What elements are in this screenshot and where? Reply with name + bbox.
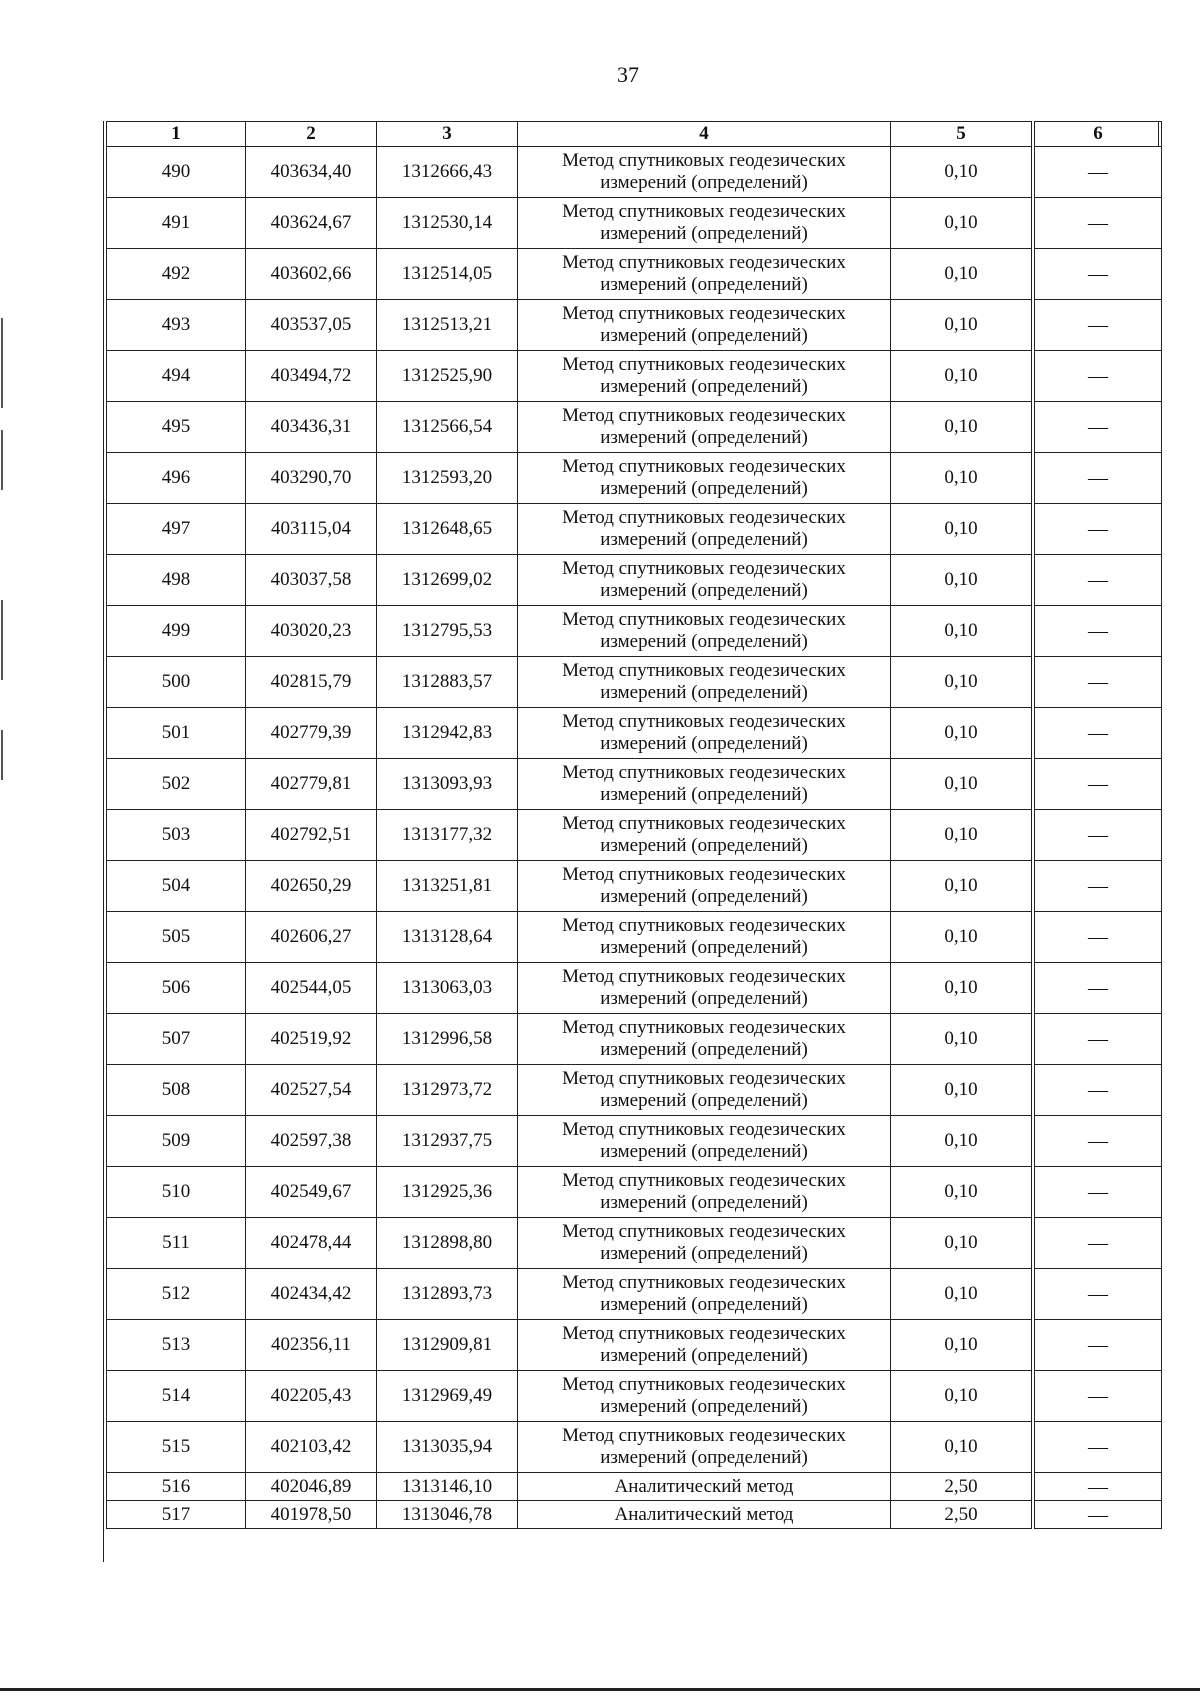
x-coordinate-cell: 402103,42 bbox=[246, 1422, 377, 1473]
point-number-cell: 498 bbox=[107, 555, 246, 606]
method-line-1: Метод спутниковых геодезических bbox=[562, 966, 846, 987]
point-number-cell: 490 bbox=[107, 147, 246, 198]
method-line-2: измерений (определений) bbox=[600, 223, 808, 244]
x-coordinate-cell: 403602,66 bbox=[246, 249, 377, 300]
y-coordinate-cell: 1312942,83 bbox=[377, 708, 518, 759]
accuracy-cell: 0,10 bbox=[891, 759, 1034, 810]
point-number-cell: 509 bbox=[107, 1116, 246, 1167]
x-coordinate-cell: 403115,04 bbox=[246, 504, 377, 555]
method-line-2: измерений (определений) bbox=[600, 937, 808, 958]
table-row bbox=[107, 861, 1162, 912]
method-cell bbox=[518, 402, 891, 453]
method-cell bbox=[518, 504, 891, 555]
accuracy-cell: 0,10 bbox=[891, 249, 1034, 300]
method-line-1: Метод спутниковых геодезических bbox=[562, 915, 846, 936]
method-line-1: Метод спутниковых геодезических bbox=[562, 1425, 846, 1446]
description-cell: — bbox=[1033, 759, 1162, 810]
method-cell bbox=[518, 708, 891, 759]
scan-edge-mark bbox=[1, 600, 3, 680]
method-line-2: измерений (определений) bbox=[600, 172, 808, 193]
y-coordinate-cell: 1313063,03 bbox=[377, 963, 518, 1014]
method-line-1: Метод спутниковых геодезических bbox=[562, 1374, 846, 1395]
method-line-2: измерений (определений) bbox=[600, 733, 808, 754]
method-line-2: измерений (определений) bbox=[600, 529, 808, 550]
method-cell bbox=[518, 1422, 891, 1473]
y-coordinate-cell: 1312514,05 bbox=[377, 249, 518, 300]
method-line-2: измерений (определений) bbox=[600, 988, 808, 1009]
method-line-1: Метод спутниковых геодезических bbox=[562, 660, 846, 681]
accuracy-cell: 0,10 bbox=[891, 1320, 1034, 1371]
x-coordinate-cell: 402434,42 bbox=[246, 1269, 377, 1320]
accuracy-cell: 0,10 bbox=[891, 1218, 1034, 1269]
description-cell: — bbox=[1033, 1218, 1162, 1269]
x-coordinate-cell: 402779,81 bbox=[246, 759, 377, 810]
y-coordinate-cell: 1312699,02 bbox=[377, 555, 518, 606]
method-line-2: измерений (определений) bbox=[600, 835, 808, 856]
x-coordinate-cell: 403436,31 bbox=[246, 402, 377, 453]
point-number-cell: 505 bbox=[107, 912, 246, 963]
accuracy-cell: 0,10 bbox=[891, 300, 1034, 351]
point-number-cell: 507 bbox=[107, 1014, 246, 1065]
x-coordinate-cell: 402356,11 bbox=[246, 1320, 377, 1371]
accuracy-cell: 0,10 bbox=[891, 708, 1034, 759]
table-row bbox=[107, 963, 1162, 1014]
accuracy-cell: 0,10 bbox=[891, 861, 1034, 912]
accuracy-cell: 0,10 bbox=[891, 1065, 1034, 1116]
x-coordinate-cell: 403020,23 bbox=[246, 606, 377, 657]
method-line-1: Метод спутниковых геодезических bbox=[562, 558, 846, 579]
method-line-2: измерений (определений) bbox=[600, 1039, 808, 1060]
method-cell bbox=[518, 300, 891, 351]
x-coordinate-cell: 402792,51 bbox=[246, 810, 377, 861]
point-number-cell: 508 bbox=[107, 1065, 246, 1116]
x-coordinate-cell: 403624,67 bbox=[246, 198, 377, 249]
table-row bbox=[107, 147, 1162, 198]
page-bottom-rule bbox=[0, 1688, 1200, 1691]
y-coordinate-cell: 1312525,90 bbox=[377, 351, 518, 402]
table-row bbox=[107, 1371, 1162, 1422]
y-coordinate-cell: 1312666,43 bbox=[377, 147, 518, 198]
table-row bbox=[107, 1065, 1162, 1116]
accuracy-cell: 0,10 bbox=[891, 1116, 1034, 1167]
table-row bbox=[107, 657, 1162, 708]
accuracy-cell: 0,10 bbox=[891, 1269, 1034, 1320]
description-cell: — bbox=[1033, 657, 1162, 708]
description-cell: — bbox=[1033, 606, 1162, 657]
table-row bbox=[107, 1116, 1162, 1167]
table-header-row bbox=[107, 122, 1162, 147]
method-cell bbox=[518, 198, 891, 249]
description-cell: — bbox=[1033, 1422, 1162, 1473]
point-number-cell: 504 bbox=[107, 861, 246, 912]
y-coordinate-cell: 1312937,75 bbox=[377, 1116, 518, 1167]
table-row bbox=[107, 249, 1162, 300]
x-coordinate-cell: 403037,58 bbox=[246, 555, 377, 606]
accuracy-cell: 0,10 bbox=[891, 147, 1034, 198]
accuracy-cell: 0,10 bbox=[891, 198, 1034, 249]
point-number-cell: 514 bbox=[107, 1371, 246, 1422]
accuracy-cell: 0,10 bbox=[891, 453, 1034, 504]
method-line-2: измерений (определений) bbox=[600, 1243, 808, 1264]
column-header-3: 3 bbox=[377, 122, 518, 147]
point-number-cell: 515 bbox=[107, 1422, 246, 1473]
method-line-1: Метод спутниковых геодезических bbox=[562, 1017, 846, 1038]
table-row bbox=[107, 1014, 1162, 1065]
description-cell: — bbox=[1033, 504, 1162, 555]
point-number-cell: 491 bbox=[107, 198, 246, 249]
table-row bbox=[107, 504, 1162, 555]
description-cell: — bbox=[1033, 555, 1162, 606]
y-coordinate-cell: 1313146,10 bbox=[377, 1473, 518, 1501]
description-cell: — bbox=[1033, 1116, 1162, 1167]
table-row bbox=[107, 1422, 1162, 1473]
method-line-2: измерений (определений) bbox=[600, 682, 808, 703]
y-coordinate-cell: 1313177,32 bbox=[377, 810, 518, 861]
accuracy-cell: 0,10 bbox=[891, 912, 1034, 963]
accuracy-cell: 0,10 bbox=[891, 657, 1034, 708]
method-line-2: измерений (определений) bbox=[600, 1141, 808, 1162]
method-cell bbox=[518, 1269, 891, 1320]
x-coordinate-cell: 403494,72 bbox=[246, 351, 377, 402]
accuracy-cell: 0,10 bbox=[891, 606, 1034, 657]
column-header-1: 1 bbox=[107, 122, 246, 147]
table-row bbox=[107, 1473, 1162, 1501]
column-header-5: 5 bbox=[891, 122, 1034, 147]
table-row bbox=[107, 1167, 1162, 1218]
point-number-cell: 495 bbox=[107, 402, 246, 453]
method-cell bbox=[518, 1014, 891, 1065]
table-row bbox=[107, 300, 1162, 351]
x-coordinate-cell: 402527,54 bbox=[246, 1065, 377, 1116]
method-line-1: Метод спутниковых геодезических bbox=[562, 1221, 846, 1242]
method-cell bbox=[518, 912, 891, 963]
method-line-1: Метод спутниковых геодезических bbox=[562, 762, 846, 783]
method-line-1: Метод спутниковых геодезических bbox=[562, 150, 846, 171]
accuracy-cell: 0,10 bbox=[891, 963, 1034, 1014]
description-cell: — bbox=[1033, 810, 1162, 861]
x-coordinate-cell: 402606,27 bbox=[246, 912, 377, 963]
x-coordinate-cell: 402519,92 bbox=[246, 1014, 377, 1065]
y-coordinate-cell: 1312973,72 bbox=[377, 1065, 518, 1116]
method-cell bbox=[518, 1065, 891, 1116]
description-cell: — bbox=[1033, 912, 1162, 963]
method-line-1: Метод спутниковых геодезических bbox=[562, 252, 846, 273]
y-coordinate-cell: 1312530,14 bbox=[377, 198, 518, 249]
table-left-border-line bbox=[103, 121, 104, 1562]
method-cell bbox=[518, 1167, 891, 1218]
accuracy-cell: 0,10 bbox=[891, 1167, 1034, 1218]
table-row bbox=[107, 708, 1162, 759]
method-cell bbox=[518, 861, 891, 912]
y-coordinate-cell: 1313128,64 bbox=[377, 912, 518, 963]
method-line-1: Метод спутниковых геодезических bbox=[562, 1170, 846, 1191]
accuracy-cell: 2,50 bbox=[891, 1473, 1034, 1501]
method-cell bbox=[518, 759, 891, 810]
description-cell: — bbox=[1033, 1371, 1162, 1422]
accuracy-cell: 0,10 bbox=[891, 504, 1034, 555]
point-number-cell: 503 bbox=[107, 810, 246, 861]
method-cell bbox=[518, 1320, 891, 1371]
method-line-2: измерений (определений) bbox=[600, 886, 808, 907]
y-coordinate-cell: 1313046,78 bbox=[377, 1501, 518, 1529]
method-line-1: Метод спутниковых геодезических bbox=[562, 813, 846, 834]
point-number-cell: 512 bbox=[107, 1269, 246, 1320]
point-number-cell: 493 bbox=[107, 300, 246, 351]
description-cell: — bbox=[1033, 249, 1162, 300]
method-line-1: Аналитический метод bbox=[614, 1475, 794, 1497]
y-coordinate-cell: 1312648,65 bbox=[377, 504, 518, 555]
table-row bbox=[107, 402, 1162, 453]
method-line-1: Метод спутниковых геодезических bbox=[562, 864, 846, 885]
point-number-cell: 502 bbox=[107, 759, 246, 810]
method-line-1: Метод спутниковых геодезических bbox=[562, 303, 846, 324]
method-line-2: измерений (определений) bbox=[600, 1192, 808, 1213]
x-coordinate-cell: 403290,70 bbox=[246, 453, 377, 504]
y-coordinate-cell: 1312909,81 bbox=[377, 1320, 518, 1371]
point-number-cell: 513 bbox=[107, 1320, 246, 1371]
method-cell bbox=[518, 249, 891, 300]
description-cell: — bbox=[1033, 861, 1162, 912]
column-header-2: 2 bbox=[246, 122, 377, 147]
y-coordinate-cell: 1313093,93 bbox=[377, 759, 518, 810]
method-line-2: измерений (определений) bbox=[600, 1345, 808, 1366]
x-coordinate-cell: 402815,79 bbox=[246, 657, 377, 708]
x-coordinate-cell: 402779,39 bbox=[246, 708, 377, 759]
description-cell: — bbox=[1033, 708, 1162, 759]
method-cell bbox=[518, 1473, 891, 1501]
method-line-2: измерений (определений) bbox=[600, 478, 808, 499]
point-number-cell: 497 bbox=[107, 504, 246, 555]
scan-edge-mark bbox=[1, 318, 3, 408]
description-cell: — bbox=[1033, 351, 1162, 402]
y-coordinate-cell: 1312893,73 bbox=[377, 1269, 518, 1320]
x-coordinate-cell: 402597,38 bbox=[246, 1116, 377, 1167]
description-cell: — bbox=[1033, 147, 1162, 198]
table-row bbox=[107, 555, 1162, 606]
x-coordinate-cell: 403537,05 bbox=[246, 300, 377, 351]
method-line-1: Метод спутниковых геодезических bbox=[562, 354, 846, 375]
method-line-1: Метод спутниковых геодезических bbox=[562, 201, 846, 222]
method-line-2: измерений (определений) bbox=[600, 784, 808, 805]
method-line-1: Метод спутниковых геодезических bbox=[562, 507, 846, 528]
x-coordinate-cell: 402046,89 bbox=[246, 1473, 377, 1501]
method-cell bbox=[518, 810, 891, 861]
y-coordinate-cell: 1313035,94 bbox=[377, 1422, 518, 1473]
accuracy-cell: 0,10 bbox=[891, 1371, 1034, 1422]
method-line-1: Аналитический метод bbox=[614, 1503, 794, 1525]
table-row bbox=[107, 1269, 1162, 1320]
y-coordinate-cell: 1312513,21 bbox=[377, 300, 518, 351]
method-line-2: измерений (определений) bbox=[600, 1294, 808, 1315]
point-number-cell: 517 bbox=[107, 1501, 246, 1529]
point-number-cell: 506 bbox=[107, 963, 246, 1014]
column-header-6: 6 bbox=[1033, 122, 1162, 147]
column-header-4: 4 bbox=[518, 122, 891, 147]
y-coordinate-cell: 1312925,36 bbox=[377, 1167, 518, 1218]
description-cell: — bbox=[1033, 1065, 1162, 1116]
y-coordinate-cell: 1312898,80 bbox=[377, 1218, 518, 1269]
description-cell: — bbox=[1033, 1269, 1162, 1320]
table-row bbox=[107, 810, 1162, 861]
description-cell: — bbox=[1033, 198, 1162, 249]
method-line-1: Метод спутниковых геодезических bbox=[562, 405, 846, 426]
table-row bbox=[107, 1320, 1162, 1371]
table-body bbox=[107, 147, 1162, 1529]
y-coordinate-cell: 1312996,58 bbox=[377, 1014, 518, 1065]
x-coordinate-cell: 402478,44 bbox=[246, 1218, 377, 1269]
method-line-1: Метод спутниковых геодезических bbox=[562, 456, 846, 477]
y-coordinate-cell: 1312969,49 bbox=[377, 1371, 518, 1422]
description-cell: — bbox=[1033, 1167, 1162, 1218]
point-number-cell: 499 bbox=[107, 606, 246, 657]
scan-edge-mark bbox=[1, 730, 3, 780]
table-row bbox=[107, 351, 1162, 402]
y-coordinate-cell: 1312593,20 bbox=[377, 453, 518, 504]
method-line-2: измерений (определений) bbox=[600, 427, 808, 448]
method-line-2: измерений (определений) bbox=[600, 580, 808, 601]
x-coordinate-cell: 402549,67 bbox=[246, 1167, 377, 1218]
description-cell: — bbox=[1033, 1501, 1162, 1529]
method-cell bbox=[518, 606, 891, 657]
method-line-2: измерений (определений) bbox=[600, 325, 808, 346]
method-line-2: измерений (определений) bbox=[600, 376, 808, 397]
method-cell bbox=[518, 1371, 891, 1422]
method-line-2: измерений (определений) bbox=[600, 1090, 808, 1111]
point-number-cell: 501 bbox=[107, 708, 246, 759]
method-cell bbox=[518, 1116, 891, 1167]
y-coordinate-cell: 1312795,53 bbox=[377, 606, 518, 657]
accuracy-cell: 0,10 bbox=[891, 402, 1034, 453]
method-cell bbox=[518, 555, 891, 606]
description-cell: — bbox=[1033, 1473, 1162, 1501]
method-line-2: измерений (определений) bbox=[600, 274, 808, 295]
method-line-1: Метод спутниковых геодезических bbox=[562, 711, 846, 732]
x-coordinate-cell: 403634,40 bbox=[246, 147, 377, 198]
method-line-1: Метод спутниковых геодезических bbox=[562, 1272, 846, 1293]
point-number-cell: 516 bbox=[107, 1473, 246, 1501]
method-cell bbox=[518, 147, 891, 198]
point-number-cell: 500 bbox=[107, 657, 246, 708]
table-row bbox=[107, 453, 1162, 504]
method-line-2: измерений (определений) bbox=[600, 1447, 808, 1468]
description-cell: — bbox=[1033, 300, 1162, 351]
table-row bbox=[107, 759, 1162, 810]
scan-edge-mark bbox=[1, 430, 3, 490]
accuracy-cell: 0,10 bbox=[891, 810, 1034, 861]
method-line-2: измерений (определений) bbox=[600, 631, 808, 652]
table-row bbox=[107, 912, 1162, 963]
table-row bbox=[107, 606, 1162, 657]
method-cell bbox=[518, 453, 891, 504]
x-coordinate-cell: 401978,50 bbox=[246, 1501, 377, 1529]
point-number-cell: 511 bbox=[107, 1218, 246, 1269]
method-line-1: Метод спутниковых геодезических bbox=[562, 1323, 846, 1344]
accuracy-cell: 0,10 bbox=[891, 1422, 1034, 1473]
description-cell: — bbox=[1033, 453, 1162, 504]
method-cell bbox=[518, 657, 891, 708]
method-cell bbox=[518, 963, 891, 1014]
table-row bbox=[107, 198, 1162, 249]
method-cell bbox=[518, 351, 891, 402]
x-coordinate-cell: 402205,43 bbox=[246, 1371, 377, 1422]
x-coordinate-cell: 402650,29 bbox=[246, 861, 377, 912]
y-coordinate-cell: 1312566,54 bbox=[377, 402, 518, 453]
method-cell bbox=[518, 1218, 891, 1269]
y-coordinate-cell: 1313251,81 bbox=[377, 861, 518, 912]
method-line-2: измерений (определений) bbox=[600, 1396, 808, 1417]
description-cell: — bbox=[1033, 402, 1162, 453]
point-number-cell: 496 bbox=[107, 453, 246, 504]
y-coordinate-cell: 1312883,57 bbox=[377, 657, 518, 708]
x-coordinate-cell: 402544,05 bbox=[246, 963, 377, 1014]
point-number-cell: 510 bbox=[107, 1167, 246, 1218]
accuracy-cell: 2,50 bbox=[891, 1501, 1034, 1529]
description-cell: — bbox=[1033, 1014, 1162, 1065]
accuracy-cell: 0,10 bbox=[891, 1014, 1034, 1065]
method-cell bbox=[518, 1501, 891, 1529]
coordinates-table bbox=[106, 121, 1162, 1529]
table-row bbox=[107, 1501, 1162, 1529]
accuracy-cell: 0,10 bbox=[891, 555, 1034, 606]
method-line-1: Метод спутниковых геодезических bbox=[562, 609, 846, 630]
point-number-cell: 494 bbox=[107, 351, 246, 402]
table-row bbox=[107, 1218, 1162, 1269]
accuracy-cell: 0,10 bbox=[891, 351, 1034, 402]
point-number-cell: 492 bbox=[107, 249, 246, 300]
method-line-1: Метод спутниковых геодезических bbox=[562, 1068, 846, 1089]
description-cell: — bbox=[1033, 963, 1162, 1014]
page-number: 37 bbox=[617, 62, 639, 87]
description-cell: — bbox=[1033, 1320, 1162, 1371]
method-line-1: Метод спутниковых геодезических bbox=[562, 1119, 846, 1140]
